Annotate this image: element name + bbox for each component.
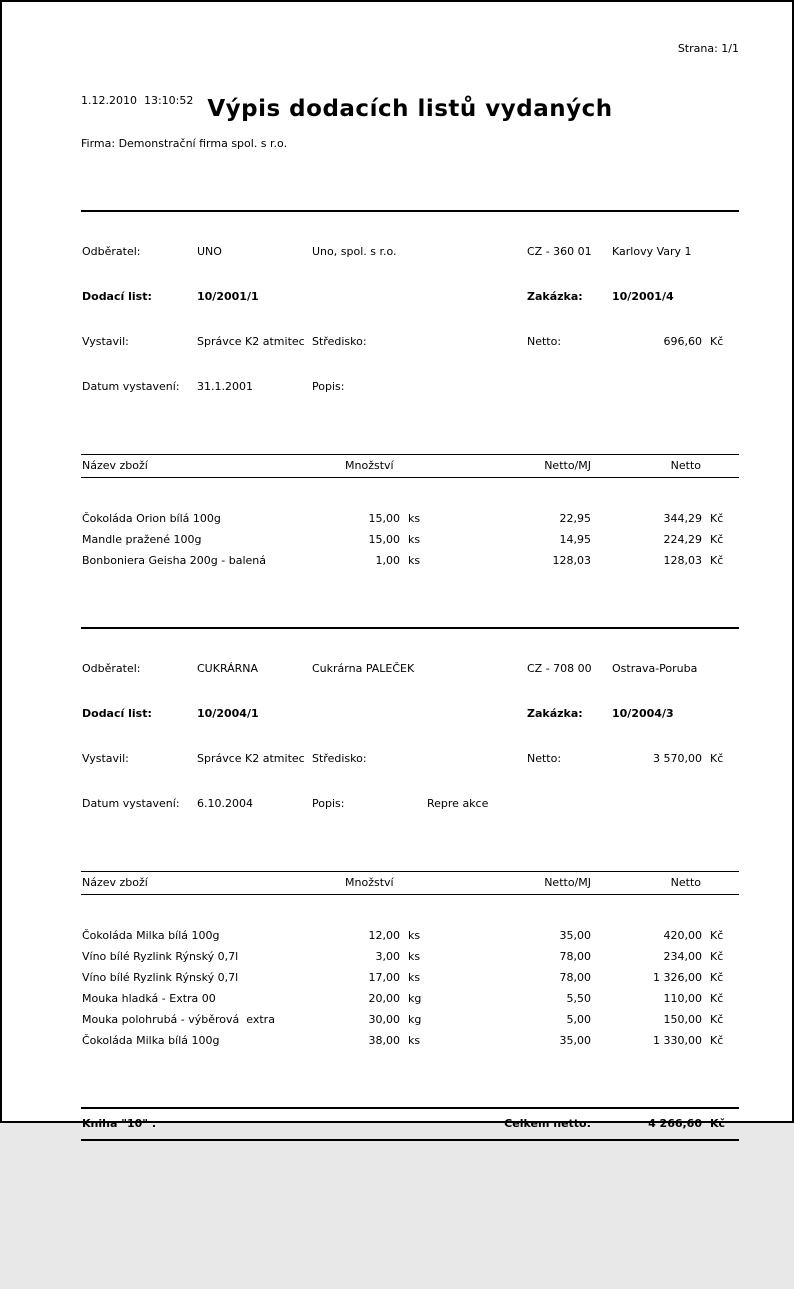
currency-label: Kč <box>710 554 724 567</box>
item-netto: 1 326,00 <box>653 971 702 984</box>
items-table-header <box>81 871 739 895</box>
total-netto-label: Celkem netto: <box>504 1117 591 1130</box>
delivery-note-row <box>81 704 739 723</box>
label-vystavil: Vystavil: <box>82 752 129 765</box>
order-number: 10/2004/3 <box>612 707 674 720</box>
item-netto: 420,00 <box>663 929 702 942</box>
issued-by: Správce K2 atmitec <box>197 752 305 765</box>
currency-label: Kč <box>710 1034 724 1047</box>
item-netto-per-unit: 5,00 <box>566 1013 591 1026</box>
item-name: Čokoláda Orion bílá 100g <box>82 512 221 525</box>
item-row <box>81 1030 739 1051</box>
item-row <box>81 508 739 529</box>
item-unit: ks <box>408 554 421 567</box>
label-stredisko: Středisko: <box>312 335 367 348</box>
label-popis: Popis: <box>312 380 345 393</box>
issue-date: 31.1.2001 <box>197 380 253 393</box>
customer-zip: CZ - 360 01 <box>527 245 592 258</box>
item-name: Čokoláda Milka bílá 100g <box>82 929 220 942</box>
currency-label: Kč <box>710 752 724 765</box>
items-table-body <box>81 921 739 1055</box>
currency-label: Kč <box>710 950 724 963</box>
label-zakazka: Zakázka: <box>527 707 583 720</box>
item-name: Čokoláda Milka bílá 100g <box>82 1034 220 1047</box>
customer-city: Ostrava-Poruba <box>612 662 698 675</box>
label-vystavil: Vystavil: <box>82 335 129 348</box>
item-row <box>81 925 739 946</box>
item-netto: 1 330,00 <box>653 1034 702 1047</box>
currency-label: Kč <box>710 929 724 942</box>
item-unit: ks <box>408 512 421 525</box>
item-quantity: 30,00 <box>368 1013 400 1026</box>
column-header-netto: Netto <box>670 876 701 889</box>
delivery-note-row <box>81 287 739 306</box>
item-name: Víno bílé Ryzlink Rýnský 0,7l <box>82 971 239 984</box>
item-netto: 234,00 <box>663 950 702 963</box>
label-dodaci-list: Dodací list: <box>82 707 152 720</box>
currency-label: Kč <box>710 512 724 525</box>
order-number: 10/2001/4 <box>612 290 674 303</box>
item-netto-per-unit: 22,95 <box>559 512 591 525</box>
total-netto-value: 4 266,60 <box>648 1117 702 1130</box>
column-header-netto-mj: Netto/MJ <box>544 876 591 889</box>
print-datetime: 1.12.2010 13:10:52 <box>81 94 194 107</box>
item-netto: 128,03 <box>663 554 702 567</box>
currency-label: Kč <box>710 1117 726 1130</box>
customer-code: CUKRÁRNA <box>197 662 259 675</box>
item-row <box>81 946 739 967</box>
customer-zip: CZ - 708 00 <box>527 662 592 675</box>
item-quantity: 12,00 <box>368 929 400 942</box>
label-netto: Netto: <box>527 335 562 348</box>
column-header-nazev-zbozi: Název zboží <box>82 459 148 472</box>
item-quantity: 1,00 <box>375 554 400 567</box>
issuer-row <box>81 749 739 768</box>
item-name: Víno bílé Ryzlink Rýnský 0,7l <box>82 950 239 963</box>
report-title: Výpis dodacích listů vydaných <box>207 96 613 122</box>
item-row <box>81 529 739 550</box>
delivery-note-number: 10/2004/1 <box>197 707 259 720</box>
item-row <box>81 550 739 571</box>
customer-city: Karlovy Vary 1 <box>612 245 692 258</box>
label-odberatel: Odběratel: <box>82 245 141 258</box>
item-quantity: 17,00 <box>368 971 400 984</box>
item-netto-per-unit: 5,50 <box>566 992 591 1005</box>
item-netto-per-unit: 78,00 <box>559 950 591 963</box>
item-row <box>81 967 739 988</box>
item-unit: ks <box>408 929 421 942</box>
currency-label: Kč <box>710 1013 724 1026</box>
issue-date: 6.10.2004 <box>197 797 253 810</box>
column-header-nazev-zbozi: Název zboží <box>82 876 148 889</box>
column-header-netto-mj: Netto/MJ <box>544 459 591 472</box>
delivery-note-header <box>81 210 739 428</box>
item-unit: kg <box>408 992 422 1005</box>
item-quantity: 38,00 <box>368 1034 400 1047</box>
book-total-row <box>81 1107 739 1141</box>
item-quantity: 20,00 <box>368 992 400 1005</box>
item-name: Mouka polohrubá - výběrová extra <box>82 1013 275 1026</box>
label-datum-vystaveni: Datum vystavení: <box>82 380 180 393</box>
item-unit: ks <box>408 971 421 984</box>
currency-label: Kč <box>710 533 724 546</box>
items-table-body <box>81 504 739 575</box>
label-popis: Popis: <box>312 797 345 810</box>
label-odberatel: Odběratel: <box>82 662 141 675</box>
label-datum-vystaveni: Datum vystavení: <box>82 797 180 810</box>
currency-label: Kč <box>710 335 724 348</box>
customer-name: Uno, spol. s r.o. <box>312 245 397 258</box>
issuer-row <box>81 332 739 351</box>
delivery-note-header <box>81 627 739 845</box>
item-unit: kg <box>408 1013 422 1026</box>
firm-line: Firma: Demonstrační firma spol. s r.o. <box>81 137 288 150</box>
item-unit: ks <box>408 533 421 546</box>
delivery-note-number: 10/2001/1 <box>197 290 259 303</box>
currency-label: Kč <box>710 992 724 1005</box>
customer-row <box>81 659 739 678</box>
items-table-header <box>81 454 739 478</box>
issue-date-row <box>81 377 739 396</box>
customer-row <box>81 242 739 261</box>
item-name: Mandle pražené 100g <box>82 533 202 546</box>
item-netto: 150,00 <box>663 1013 702 1026</box>
currency-label: Kč <box>710 971 724 984</box>
item-netto-per-unit: 35,00 <box>559 1034 591 1047</box>
item-netto: 344,29 <box>663 512 702 525</box>
item-netto-per-unit: 35,00 <box>559 929 591 942</box>
section-netto-value: 3 570,00 <box>653 752 702 765</box>
label-stredisko: Středisko: <box>312 752 367 765</box>
book-label: Kniha "10" : <box>82 1117 157 1130</box>
section-netto-value: 696,60 <box>663 335 702 348</box>
item-quantity: 3,00 <box>375 950 400 963</box>
item-row <box>81 1009 739 1030</box>
item-name: Mouka hladká - Extra 00 <box>82 992 216 1005</box>
column-header-netto: Netto <box>670 459 701 472</box>
report-body <box>81 158 739 1180</box>
item-netto: 224,29 <box>663 533 702 546</box>
issued-by: Správce K2 atmitec <box>197 335 305 348</box>
popis-value: Repre akce <box>427 797 489 810</box>
page-number: Strana: 1/1 <box>677 42 739 55</box>
item-netto-per-unit: 128,03 <box>552 554 591 567</box>
customer-code: UNO <box>197 245 222 258</box>
item-netto-per-unit: 78,00 <box>559 971 591 984</box>
item-unit: ks <box>408 950 421 963</box>
label-netto: Netto: <box>527 752 562 765</box>
customer-name: Cukrárna PALEČEK <box>312 662 415 675</box>
label-zakazka: Zakázka: <box>527 290 583 303</box>
item-name: Bonboniera Geisha 200g - balená <box>82 554 267 567</box>
item-unit: ks <box>408 1034 421 1047</box>
item-netto-per-unit: 14,95 <box>559 533 591 546</box>
label-dodaci-list: Dodací list: <box>82 290 152 303</box>
item-quantity: 15,00 <box>368 533 400 546</box>
issue-date-row <box>81 794 739 813</box>
item-row <box>81 988 739 1009</box>
item-quantity: 15,00 <box>368 512 400 525</box>
column-header-mnozstvi: Množství <box>345 876 394 889</box>
item-netto: 110,00 <box>663 992 702 1005</box>
column-header-mnozstvi: Množství <box>345 459 394 472</box>
